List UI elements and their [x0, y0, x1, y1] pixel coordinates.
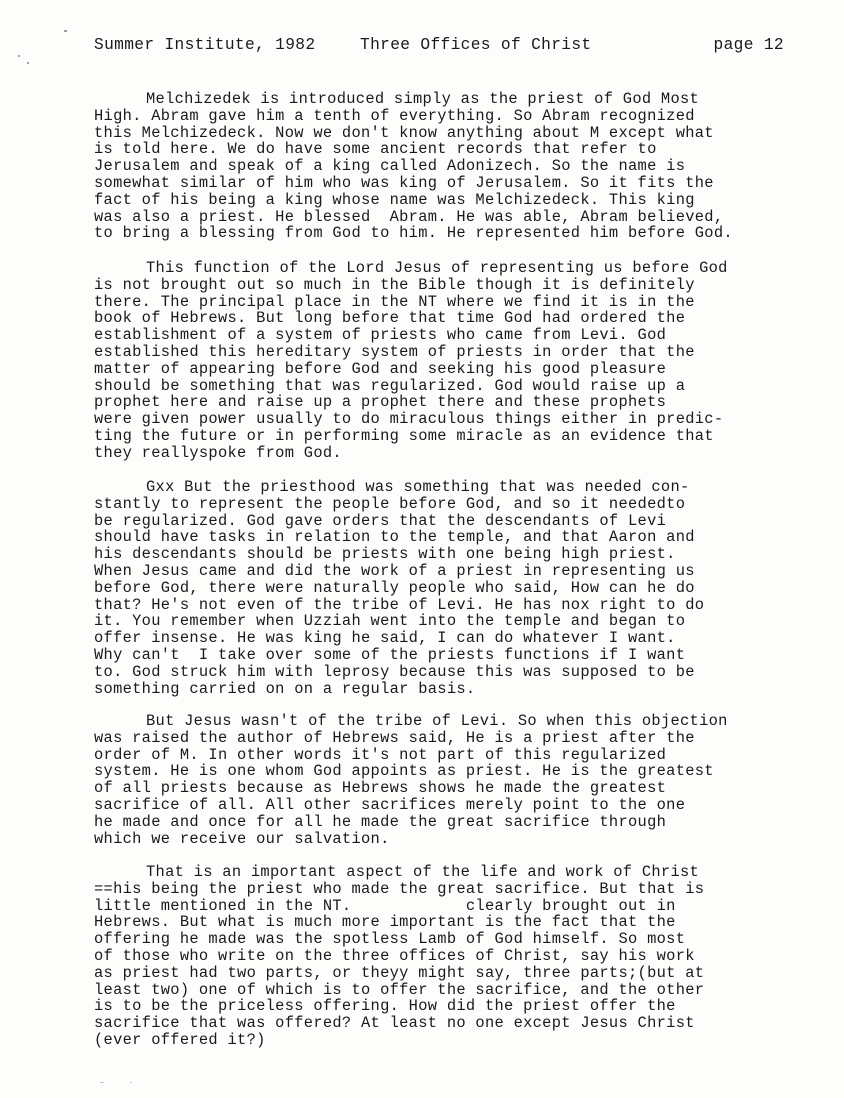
text-line: ting the future or in performing some miracle as an evidence that [94, 426, 714, 445]
text-line: Why can't I take over some of the priests functions if I want [94, 645, 686, 664]
text-line: as priest had two parts, or theyy might say, three parts;(but at [94, 963, 705, 982]
text-line: That is an important aspect of the life and work of Christ [146, 863, 700, 881]
text-line: before God, there were naturally people who said, How can he do [94, 578, 695, 597]
scan-speck [100, 1082, 104, 1083]
text-line: this Melchizedeck. Now we don't know anything about M except what [94, 123, 714, 142]
paragraph-sacrifice [94, 864, 794, 1049]
text-line: of those who write on the three offices of Christ, say his work [94, 946, 695, 965]
text-line: is not brought out so much in the Bible though it is definitely [94, 275, 695, 294]
text-line: sacrifice that was offered? At least no one except Jesus Christ [94, 1014, 695, 1033]
text-line: should be something that was regularized. God would raise up a [94, 376, 686, 395]
text-line: were given power usually to do miraculous things either in predic- [94, 410, 724, 429]
text-line: book of Hebrews. But long before that time God had ordered the [94, 309, 686, 328]
header-title: Three Offices of Christ [360, 36, 592, 54]
text-line: something carried on on a regular basis. [94, 679, 476, 698]
text-line: prophet here and raise up a prophet there and these prophets [94, 393, 667, 412]
text-line: that? He's not even of the tribe of Levi. He has nox right to do [94, 595, 705, 614]
text-line: offer insense. He was king he said, I can do whatever I want. [94, 629, 676, 648]
text-line: be regularized. God gave orders that the descendants of Levi [94, 511, 667, 530]
text-line: sacrifice of all. All other sacrifices merely point to the one [94, 795, 686, 814]
text-line: is to be the priceless offering. How did the priest offer the [94, 997, 676, 1016]
text-line: which we receive our salvation. [94, 829, 390, 848]
text-line: establishment of a system of priests who came from Levi. God [94, 326, 667, 345]
text-line: somewhat similar of him who was king of Jerusalem. So it fits the [94, 173, 714, 192]
text-line: order of M. In other words it's not part of this regularized [94, 745, 667, 764]
text-line: High. Abram gave him a tenth of everything. So Abram recognized [94, 106, 695, 125]
text-line: was raised the author of Hebrews said, He is a priest after the [94, 728, 695, 747]
paragraph-priesthood [94, 479, 794, 697]
scan-speck [18, 55, 20, 57]
text-line: ==his being the priest who made the great sacrifice. But that is [94, 879, 705, 898]
text-line: (ever offered it?) [94, 1030, 266, 1049]
text-line: Gxx But the priesthood was something that was needed con- [146, 478, 690, 496]
text-line: established this hereditary system of priests in order that the [94, 342, 695, 361]
scan-speck [27, 62, 29, 64]
text-line: they reallyspoke from God. [94, 443, 342, 462]
page-header [94, 36, 784, 58]
text-line: he made and once for all he made the great sacrifice through [94, 812, 667, 831]
paragraph-levi [94, 713, 794, 847]
header-institute: Summer Institute, 1982 [94, 36, 316, 54]
scan-speck [130, 1082, 132, 1083]
text-line: system. He is one whom God appoints as priest. He is the greatest [94, 762, 714, 781]
text-line: This function of the Lord Jesus of representing us before God [146, 259, 728, 277]
text-line: least two) one of which is to offer the sacrifice, and the other [94, 980, 705, 999]
text-line: his descendants should be priests with one being high priest. [94, 545, 676, 564]
text-line: matter of appearing before God and seeking his good pleasure [94, 359, 667, 378]
text-line: it. You remember when Uzziah went into the temple and began to [94, 612, 686, 631]
text-line: Jerusalem and speak of a king called Adonizech. So the name is [94, 157, 686, 176]
header-page-number: page 12 [713, 36, 784, 54]
text-line: offering he made was the spotless Lamb of God himself. So most [94, 930, 686, 949]
text-line: Melchizedek is introduced simply as the priest of God Most [146, 90, 700, 108]
text-line: is told here. We do have some ancient records that refer to [94, 140, 657, 159]
text-line: When Jesus came and did the work of a priest in representing us [94, 561, 695, 580]
text-line: fact of his being a king whose name was Melchizedeck. This king [94, 190, 695, 209]
scan-speck [64, 30, 67, 32]
text-line: should have tasks in relation to the temple, and that Aaron and [94, 528, 695, 547]
text-line: But Jesus wasn't of the tribe of Levi. So when this objection [146, 712, 728, 730]
text-line: to. God struck him with leprosy because this was supposed to be [94, 662, 695, 681]
paragraph-function [94, 260, 794, 462]
paragraph-melchizedek [94, 91, 794, 242]
text-line: stantly to represent the people before God, and so it neededto [94, 494, 686, 513]
text-line: Hebrews. But what is much more important is the fact that the [94, 913, 676, 932]
text-line: little mentioned in the NT. clearly brought out in [94, 896, 676, 915]
text-line: there. The principal place in the NT where we find it is in the [94, 292, 695, 311]
text-line: to bring a blessing from God to him. He represented him before God. [94, 224, 733, 243]
text-line: of all priests because as Hebrews shows he made the greatest [94, 779, 667, 798]
text-line: was also a priest. He blessed Abram. He was able, Abram believed, [94, 207, 724, 226]
